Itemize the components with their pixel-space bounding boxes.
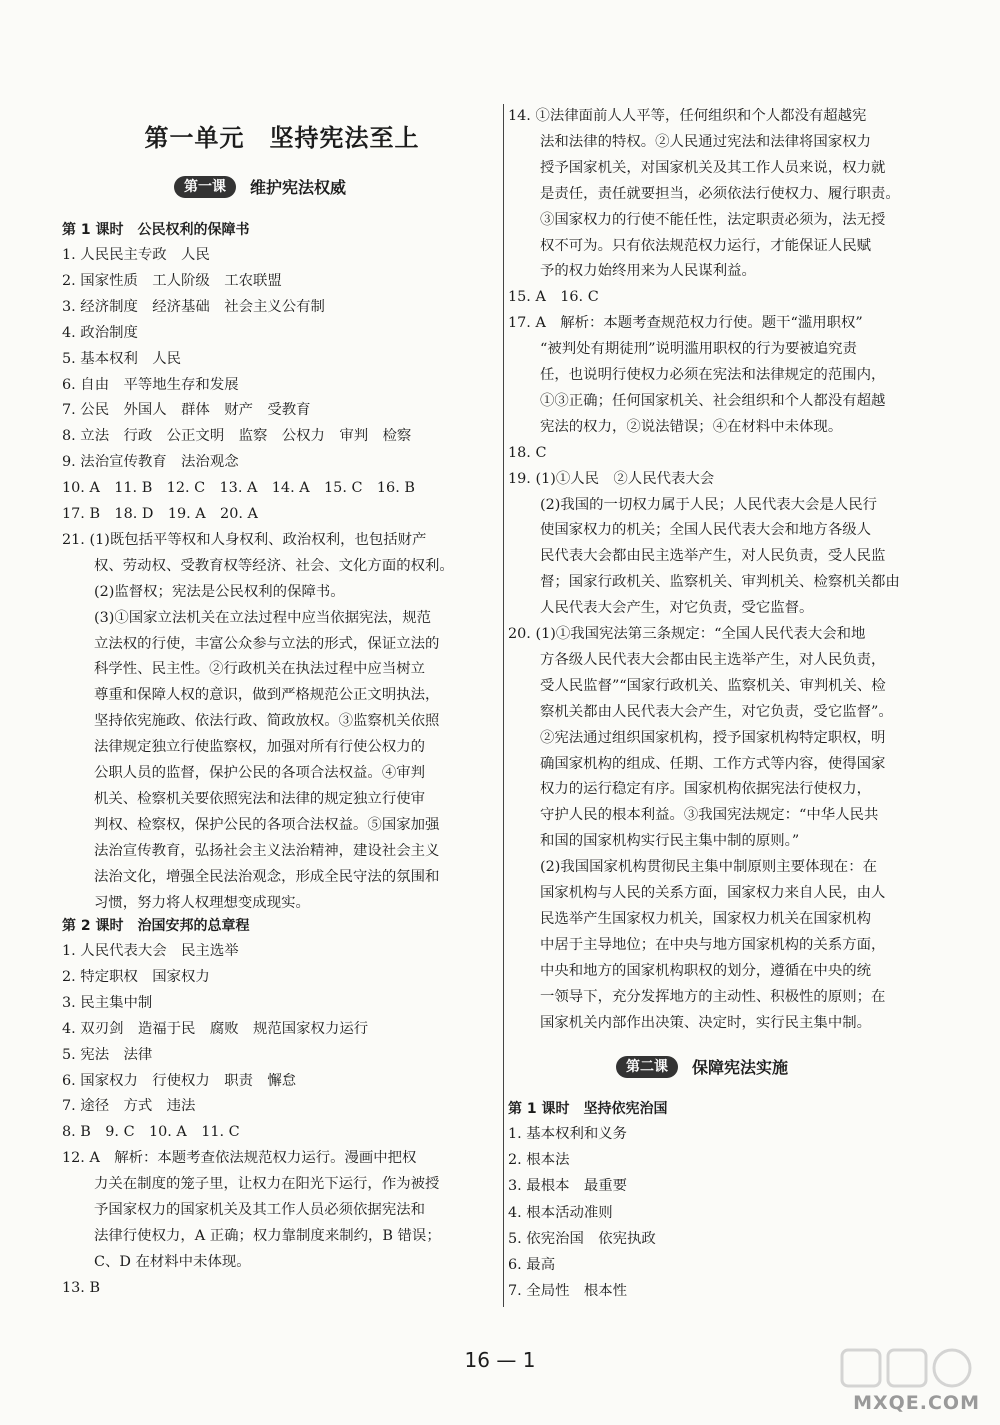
answer-line: 权、劳动权、受教育权等经济、社会、文化方面的权利。	[94, 557, 454, 574]
answer-line: 1. 基本权利和义务	[508, 1126, 628, 1142]
answer-line: 法治文化，增强全民法治观念，形成全民守法的氛围和	[94, 868, 440, 885]
answer-line: 14. ①法律面前人人平等，任何组织和个人都没有超越宪	[508, 108, 867, 124]
answer-line: 7. 途径 方式 违法	[62, 1098, 196, 1115]
lesson-title: 维护宪法权威	[250, 178, 347, 197]
answer-line: 5. 依宪治国 依宪执政	[508, 1230, 656, 1247]
answer-line: 方各级人民代表大会都由民主选举产生，对人民负责，	[540, 651, 886, 668]
answer-line: 公职人员的监督，保护公民的各项合法权益。④审判	[94, 765, 425, 781]
answer-line: 立法权的行使，丰富公众参与立法的形式，保证立法的	[94, 635, 440, 652]
period-heading-2: 第 2 课时 治国安邦的总章程	[62, 918, 250, 934]
answer-line: (2)我国国家机构贯彻民主集中制原则主要体现在：在	[540, 859, 877, 876]
answer-line: 国家机关内部作出决策、决定时，实行民主集中制。	[540, 1014, 871, 1031]
answer-line: 17. A 解析：本题考查规范权力行使。题干“滥用职权”	[508, 315, 863, 332]
answer-line: 中居于主导地位；在中央与地方国家机构的关系方面，	[540, 936, 886, 953]
answer-line: 4. 双刃剑 造福于民 腐败 规范国家权力运行	[62, 1020, 369, 1037]
answer-line: 1. 人民代表大会 民主选举	[62, 943, 239, 959]
answer-line: 尊重和保障人权的意识，做到严格规范公正文明执法，	[94, 687, 440, 704]
answer-line: (2)我国的一切权力属于人民；人民代表大会是人民行	[540, 496, 877, 513]
answer-line: 15. A 16. C	[508, 289, 599, 306]
answer-line: ①③正确；任何国家机关、社会组织和个人都没有超越	[540, 392, 886, 409]
answer-line: 8. B 9. C 10. A 11. C	[62, 1124, 240, 1141]
answer-line: 民选举产生国家权力机关，国家权力机关在国家机构	[540, 910, 871, 927]
answer-line: 国家机构与人民的关系方面，国家权力来自人民，由人	[540, 885, 886, 901]
answer-line: 2. 根本法	[508, 1152, 570, 1169]
answer-line: 授予国家机关，对国家机关及其工作人员来说，权力就	[540, 159, 886, 176]
answer-line: 4. 政治制度	[62, 324, 138, 341]
answer-line: 督；国家行政机关、监察机关、审判机关、检察机关都由	[540, 574, 900, 591]
answer-line: 17. B 18. D 19. A 20. A	[62, 506, 258, 522]
answer-line: 科学性、民主性。②行政机关在执法过程中应当树立	[94, 661, 425, 678]
answer-line: 1. 人民民主专政 人民	[62, 247, 210, 263]
answer-line: 受人民监督”“国家行政机关、监察机关、审判机关、检	[540, 677, 886, 694]
answer-line: (3)①国家立法机关在立法过程中应当依据宪法，规范	[94, 609, 431, 626]
answer-line: ②宪法通过组织国家机构，授予国家机构特定职权，明	[540, 729, 886, 746]
lesson-heading-1	[174, 175, 346, 198]
answer-line: 权力的运行稳定有序。国家机构依据宪法行使权力，	[540, 781, 871, 798]
answer-line: (2)监督权；宪法是公民权利的保障书。	[94, 583, 345, 600]
lesson-heading-2	[616, 1055, 788, 1078]
answer-line: 8. 立法 行政 公正文明 监察 公权力 审判 检察	[62, 428, 412, 445]
answer-line: 法律规定独立行使监察权，加强对所有行使公权力的	[94, 739, 425, 756]
unit-title: 第一单元 坚持宪法至上	[144, 124, 420, 152]
answer-line: 人民代表大会产生，对它负责，受它监督。	[540, 600, 814, 617]
answer-line: 3. 最根本 最重要	[508, 1178, 628, 1195]
answer-line: 5. 宪法 法律	[62, 1046, 153, 1063]
answer-line: 判权、检察权，保护公民的各项合法权益。⑤国家加强	[94, 816, 440, 833]
answer-line: 3. 经济制度 经济基础 社会主义公有制	[62, 298, 325, 315]
answer-line: 2. 国家性质 工人阶级 工农联盟	[62, 272, 282, 289]
answer-line: 10. A 11. B 12. C 13. A 14. A 15. C 16. B	[62, 480, 415, 497]
answer-line: 守护人民的根本利益。③我国宪法规定：“中华人民共	[540, 807, 879, 824]
answer-line: 7. 公民 外国人 群体 财产 受教育	[62, 402, 311, 419]
answer-line: C、D 在材料中未体现。	[94, 1253, 251, 1270]
answer-line: 坚持依宪施政、依法行政、简政放权。③监察机关依照	[94, 713, 440, 730]
answer-line: 9. 法治宣传教育 法治观念	[62, 454, 239, 471]
answer-line: 予国家权力的国家机关及其工作人员必须依据宪法和	[94, 1202, 425, 1218]
answer-line: 13. B	[62, 1279, 101, 1296]
answer-line: 一领导下，充分发挥地方的主动性、积极性的原则；在	[540, 988, 886, 1005]
answer-line: 20. (1)①我国宪法第三条规定：“全国人民代表大会和地	[508, 626, 866, 642]
answer-line: 6. 自由 平等地生存和发展	[62, 376, 239, 393]
answer-line: 使国家权力的机关；全国人民代表大会和地方各级人	[540, 522, 871, 539]
lesson-title: 保障宪法实施	[692, 1058, 789, 1077]
period-heading-3: 第 1 课时 坚持依宪治国	[508, 1101, 668, 1117]
answer-line: 6. 最高	[508, 1257, 556, 1273]
answer-line: 习惯，努力将人权理想变成现实。	[94, 894, 310, 911]
answer-line: ③国家权力的行使不能任性，法定职责必须为，法无授	[540, 211, 886, 228]
answer-line: 12. A 解析：本题考查依法规范权力运行。漫画中把权	[62, 1150, 417, 1167]
answer-line: 18. C	[508, 444, 547, 461]
answer-line: 3. 民主集中制	[62, 994, 153, 1011]
answer-line: 机关、检察机关要依照宪法和法律的规定独立行使审	[94, 790, 425, 807]
column-divider	[503, 104, 504, 1307]
lesson-badge: 第一课	[174, 176, 236, 198]
answer-line: 民代表大会都由民主选举产生，对人民负责，受人民监	[540, 548, 886, 565]
answer-line: 4. 根本活动准则	[508, 1204, 613, 1221]
answer-line: 中央和地方的国家机构职权的划分，遵循在中央的统	[540, 962, 871, 979]
answer-line: 法治宣传教育，弘扬社会主义法治精神，建设社会主义	[94, 842, 440, 859]
answer-line: 予的权力始终用来为人民谋利益。	[540, 263, 756, 280]
watermark-text: MXQE.COM	[853, 1392, 980, 1414]
answer-line: 2. 特定职权 国家权力	[62, 968, 210, 985]
answer-line: 是责任，责任就要担当，必须依法行使权力、履行职责。	[540, 185, 900, 202]
answer-line: 21. (1)既包括平等权和人身权利、政治权利，也包括财产	[62, 531, 427, 548]
answer-line: 任，也说明行使权力必须在宪法和法律规定的范围内，	[540, 367, 886, 383]
answer-line: 力关在制度的笼子里，让权力在阳光下运行，作为被授	[94, 1176, 440, 1193]
answer-line: 权不可为。只有依法规范权力运行，才能保证人民赋	[540, 237, 871, 254]
answer-line: “被判处有期徒刑”说明滥用职权的行为要被追究责	[540, 341, 857, 358]
lesson-badge: 第二课	[616, 1056, 678, 1078]
answer-line: 7. 全局性 根本性	[508, 1283, 628, 1300]
answer-line: 宪法的权力，②说法错误；④在材料中未体现。	[540, 418, 843, 435]
answer-line: 6. 国家权力 行使权力 职责 懈怠	[62, 1072, 297, 1089]
answer-line: 察机关都由人民代表大会产生，对它负责，受它监督”。	[540, 703, 893, 720]
answer-line: 法律行使权力，A 正确；权力靠制度来制约，B 错误；	[94, 1227, 441, 1244]
answer-line: 法和法律的特权。②人民通过宪法和法律将国家权力	[540, 133, 871, 150]
page-number: 16 — 1	[464, 1348, 536, 1372]
answer-line: 19. (1)①人民 ②人民代表大会	[508, 470, 715, 487]
answer-line: 确国家机构的组成、任期、工作方式等内容，使得国家	[540, 755, 886, 772]
period-heading-1: 第 1 课时 公民权利的保障书	[62, 222, 250, 238]
answer-line: 和国的国家机构实行民主集中制的原则。”	[540, 833, 800, 850]
answer-line: 5. 基本权利 人民	[62, 350, 182, 367]
